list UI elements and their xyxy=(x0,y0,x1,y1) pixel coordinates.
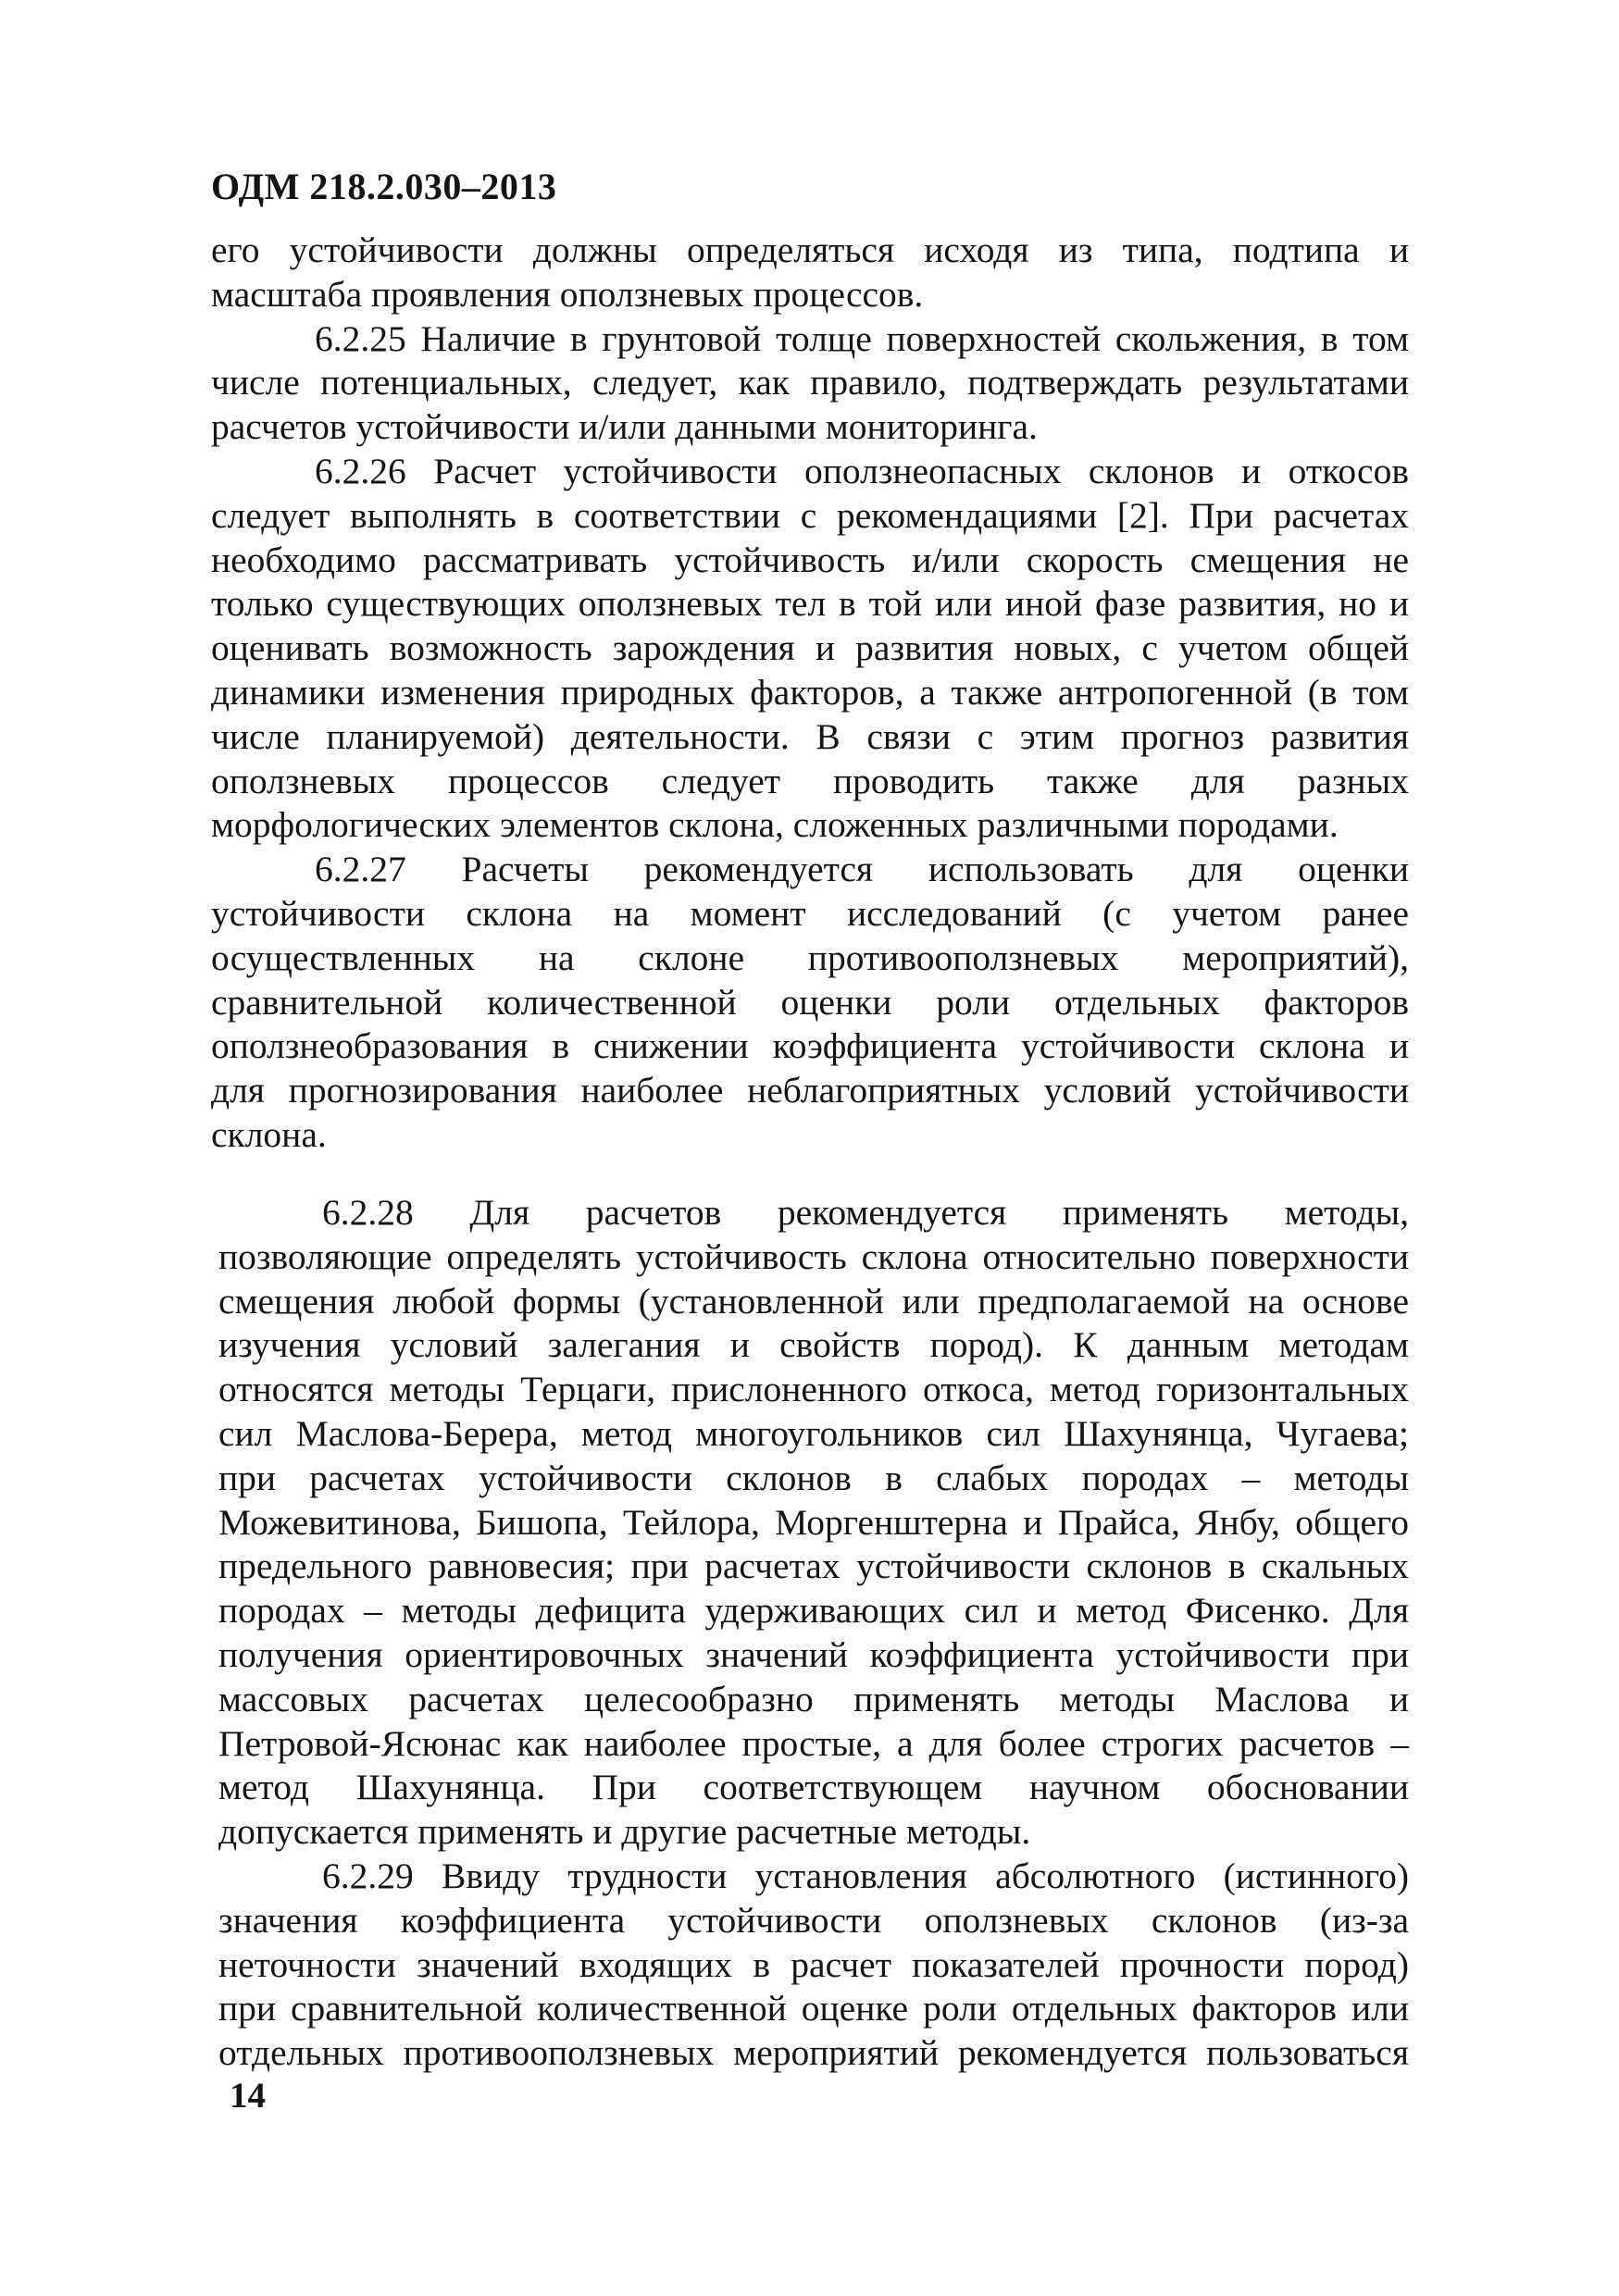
text-line: сравнительной количественной оценки роли отдельных факторов xyxy=(211,981,1409,1023)
text-line: следует выполнять в соответствии с рекомендациями [2]. При расчетах xyxy=(211,494,1409,536)
text-line: значения коэффициента устойчивости оползневых склонов (из-за xyxy=(218,1899,1409,1941)
text-line: допускается применять и другие расчетные методы. xyxy=(218,1811,1031,1853)
paragraph-6-2-27-start: 6.2.27 Расчеты рекомендуется использовать для оценки xyxy=(315,849,1409,890)
text-line: изучения условий залегания и свойств пород). К данным методам xyxy=(218,1324,1409,1366)
paragraph-6-2-29-start: 6.2.29 Ввиду трудности установления абсолютного (истинного) xyxy=(322,1855,1409,1896)
text-line: при расчетах устойчивости склонов в слабых породах – методы xyxy=(218,1457,1409,1498)
text-line: отдельных противооползневых мероприятий рекомендуется пользоваться xyxy=(218,2032,1409,2074)
text-line: осуществленных на склоне противооползневых мероприятий), xyxy=(211,937,1409,978)
text-line: только существующих оползневых тел в той или иной фазе развития, но и xyxy=(211,583,1409,625)
paragraph-6-2-25-start: 6.2.25 Наличие в грунтовой толще поверхностей скольжения, в том xyxy=(315,317,1409,359)
body-text-block-lower xyxy=(218,1191,1409,2076)
text-line: оползневых процессов следует проводить также для разных xyxy=(211,760,1409,801)
text-line: при сравнительной количественной оценке роли отдельных факторов или xyxy=(218,1988,1409,2029)
text-line: сил Маслова-Берера, метод многоугольников сил Шахунянца, Чугаева; xyxy=(218,1412,1409,1454)
text-line: неточности значений входящих в расчет показателей прочности пород) xyxy=(218,1943,1409,1985)
text-line: позволяющие определять устойчивость склона относительно поверхности xyxy=(218,1235,1409,1277)
text-line: породах – методы дефицита удерживающих сил и метод Фисенко. Для xyxy=(218,1590,1409,1632)
text-line: предельного равновесия; при расчетах устойчивости склонов в скальных xyxy=(218,1545,1409,1587)
page-number: 14 xyxy=(230,2076,266,2116)
text-line: оценивать возможность зарождения и развития новых, с учетом общей xyxy=(211,627,1409,669)
text-line: метод Шахунянца. При соответствующем научном обосновании xyxy=(218,1767,1409,1808)
text-line: динамики изменения природных факторов, а также антропогенной (в том xyxy=(211,671,1409,713)
paragraph-6-2-26-start: 6.2.26 Расчет устойчивости оползнеопасных склонов и откосов xyxy=(315,450,1409,491)
text-line: морфологических элементов склона, сложенных различными породами. xyxy=(211,804,1339,846)
paragraph-6-2-28-start: 6.2.28 Для расчетов рекомендуется применять методы, xyxy=(322,1192,1409,1233)
text-line: расчетов устойчивости и/или данными мониторинга. xyxy=(211,406,1038,448)
text-line: устойчивости склона на момент исследований (с учетом ранее xyxy=(211,892,1409,934)
document-code-header: ОДМ 218.2.030–2013 xyxy=(211,166,557,207)
text-line: числе потенциальных, следует, как правило, подтверждать результатами xyxy=(211,362,1409,403)
text-line: числе планируемой) деятельности. В связи с этим прогноз развития xyxy=(211,715,1409,757)
text-line: необходимо рассматривать устойчивость и/или скорость смещения не xyxy=(211,539,1409,580)
text-line: его устойчивости должны определяться исходя из типа, подтипа и xyxy=(211,230,1409,270)
text-line: смещения любой формы (установленной или предполагаемой на основе xyxy=(218,1280,1409,1322)
body-text-block-upper xyxy=(211,229,1409,1158)
text-line: масштаба проявления оползневых процессов. xyxy=(211,273,924,315)
text-line: Можевитинова, Бишопа, Тейлора, Моргенштерна и Прайса, Янбу, общего xyxy=(218,1501,1409,1543)
text-line: относятся методы Терцаги, прислоненного откоса, метод горизонтальных xyxy=(218,1369,1409,1410)
text-line: массовых расчетах целесообразно применять методы Маслова и xyxy=(218,1678,1409,1719)
text-line: склона. xyxy=(211,1113,327,1155)
text-line: оползнеобразования в снижении коэффициента устойчивости склона и xyxy=(211,1025,1409,1067)
text-line: Петровой-Ясюнас как наиболее простые, а для более строгих расчетов – xyxy=(218,1722,1409,1764)
text-line: для прогнозирования наиболее неблагоприятных условий устойчивости xyxy=(211,1070,1409,1111)
text-line: получения ориентировочных значений коэффициента устойчивости при xyxy=(218,1633,1409,1675)
